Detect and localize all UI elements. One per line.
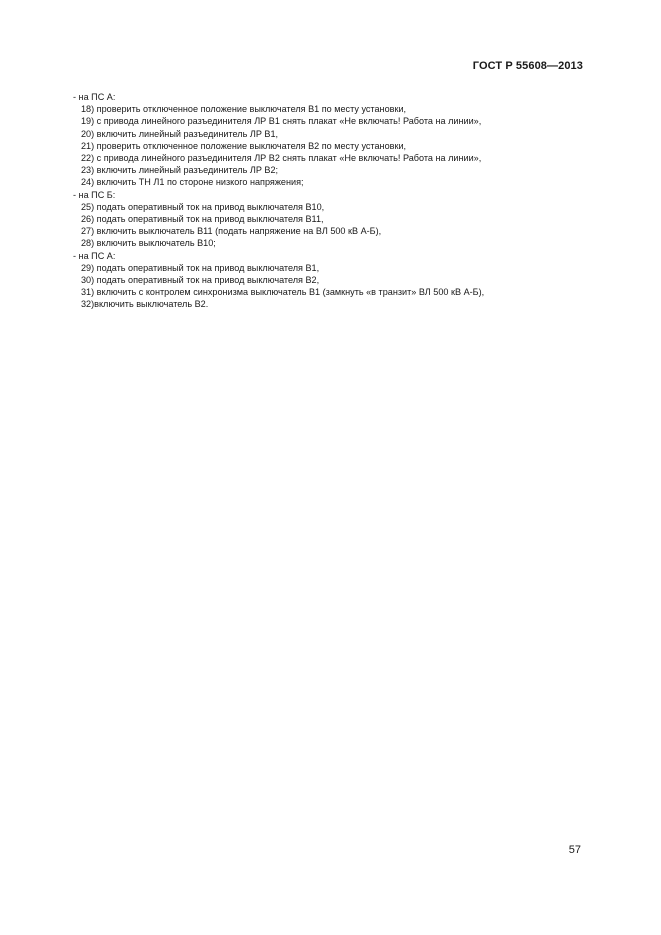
procedure-step-26: 26) подать оперативный ток на привод выключателя В11, [81,214,324,225]
procedure-step-23: 23) включить линейный разъединитель ЛР В2; [81,165,279,176]
page-number: 57 [568,844,581,856]
procedure-step-25: 25) подать оперативный ток на привод выключателя В10, [81,201,325,212]
procedure-step-31: 31) включить с контролем синхронизма выключатель В1 (замкнуть «в транзит» ВЛ 500 кВ А-Б), [81,287,485,298]
procedure-step-24: 24) включить ТН Л1 по стороне низкого напряжения; [81,177,304,188]
procedure-step-21: 21) проверить отключенное положение выключателя В2 по месту установки, [81,140,407,151]
procedure-step-19: 19) с привода линейного разъединителя ЛР В1 снять плакат «Не включать! Работа на линии», [81,116,482,127]
section-heading-ps-a-2: - на ПС А: [73,250,116,261]
section-heading-ps-b: - на ПС Б: [73,189,116,200]
procedure-text-block [73,91,593,311]
procedure-step-20: 20) включить линейный разъединитель ЛР В1, [81,128,279,139]
document-header-standard-code: ГОСТ Р 55608—2013 [472,60,583,72]
section-heading-ps-a: - на ПС А: [73,92,116,102]
procedure-step-30: 30) подать оперативный ток на привод выключателя В2, [81,275,320,286]
procedure-step-22: 22) с привода линейного разъединителя ЛР В2 снять плакат «Не включать! Работа на линии», [81,153,482,164]
procedure-step-28: 28) включить выключатель В10; [81,238,216,249]
procedure-step-29: 29) подать оперативный ток на привод выключателя В1, [81,262,320,273]
procedure-step-27: 27) включить выключатель В11 (подать напряжение на ВЛ 500 кВ А-Б), [81,226,382,237]
procedure-step-32: 32)включить выключатель В2. [81,299,209,310]
procedure-step-18: 18) проверить отключенное положение выключателя В1 по месту установки, [81,104,407,115]
